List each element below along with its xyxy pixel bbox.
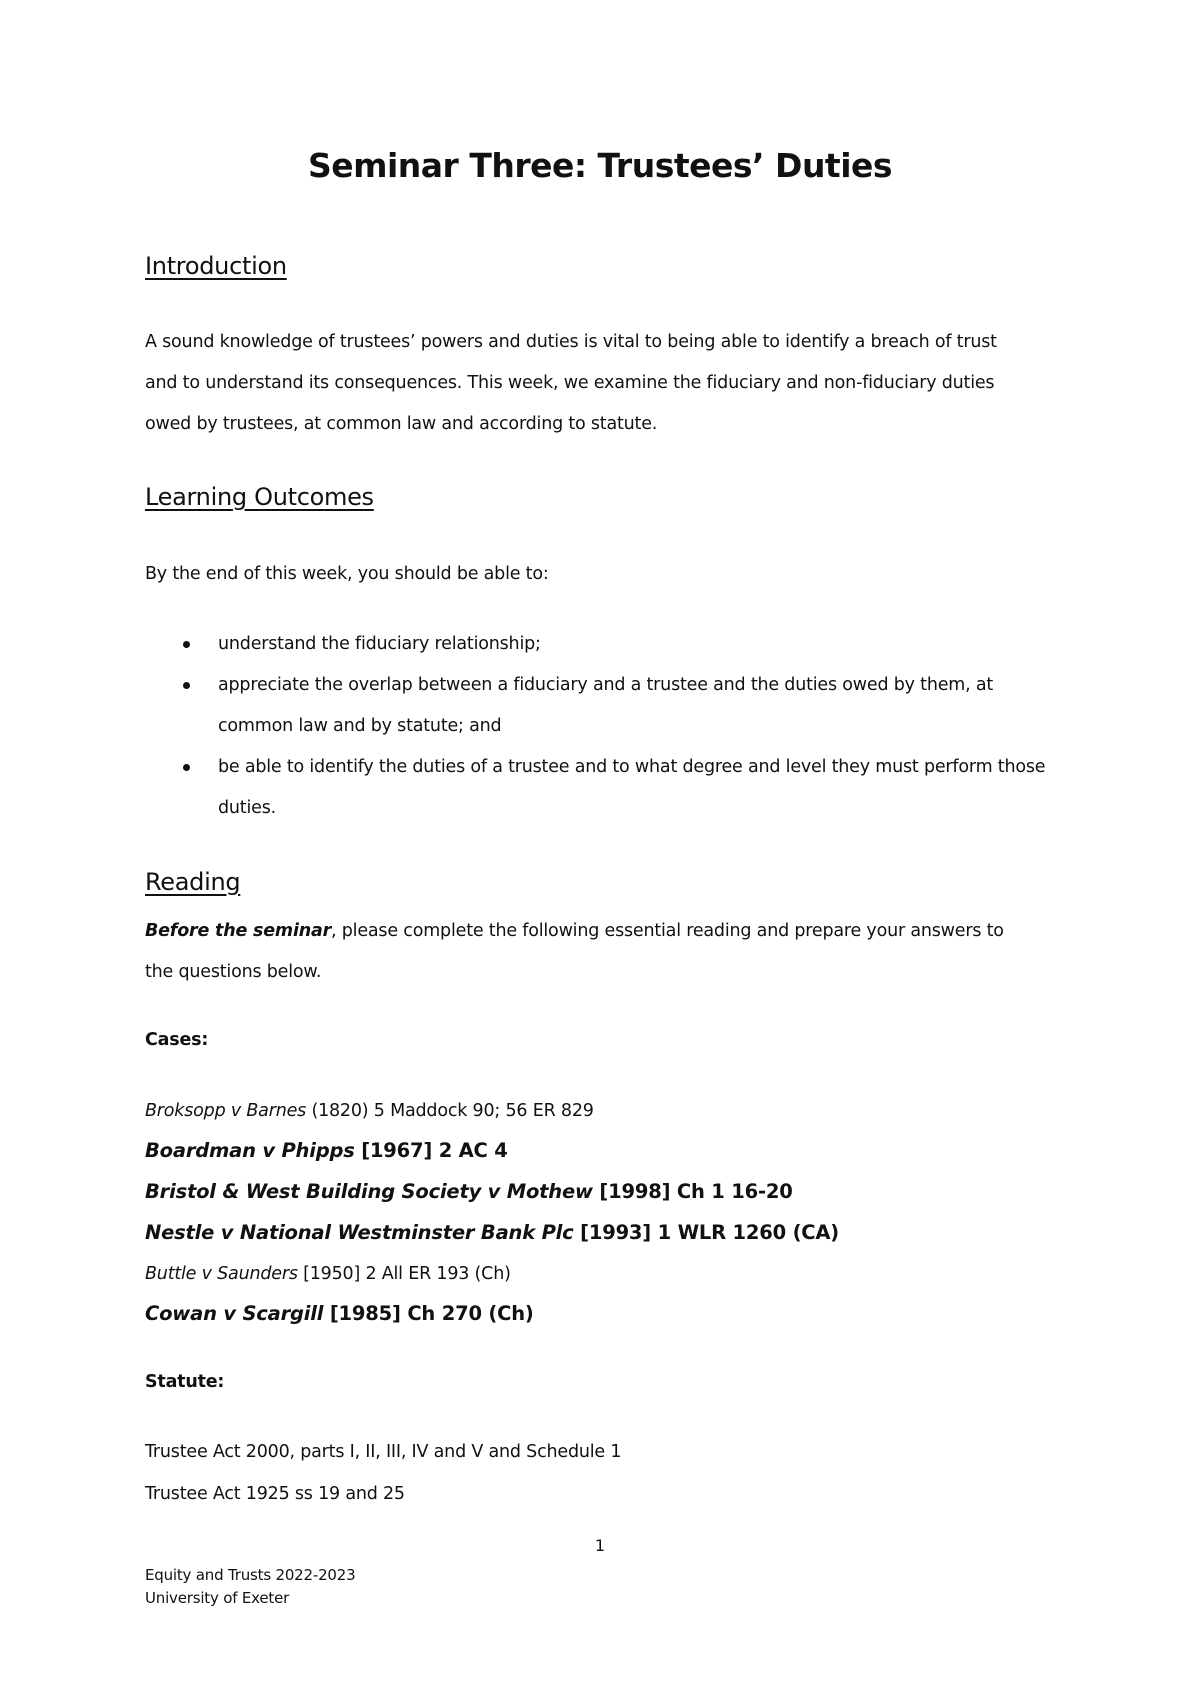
list-item: be able to identify the duties of a trustee and to what degree and level they must perform those duties. (145, 747, 1065, 829)
list-item: appreciate the overlap between a fiduciary and a trustee and the duties owed by them, at common law and by statute; and (145, 665, 1065, 747)
statute-label: Statute: (145, 1372, 225, 1392)
bullet-icon (183, 682, 190, 689)
reading-lead-line-1 (145, 921, 1004, 941)
case-item: Buttle v Saunders [1950] 2 All ER 193 (Ch) (145, 1264, 511, 1284)
introduction-line-3: owed by trustees, at common law and according to statute. (145, 414, 658, 434)
footer-institution: University of Exeter (145, 1589, 290, 1607)
reading-heading: Reading (145, 868, 241, 896)
case-item: Nestle v National Westminster Bank Plc [1993] 1 WLR 1260 (CA) (145, 1221, 839, 1244)
case-item: Bristol & West Building Society v Mothew [1998] Ch 1 16-20 (145, 1180, 793, 1203)
bullet-icon (183, 641, 190, 648)
bullet-icon (183, 764, 190, 771)
reading-lead-bold: Before the seminar (145, 921, 332, 941)
statute-item: Trustee Act 1925 ss 19 and 25 (145, 1484, 405, 1504)
reading-lead-rest: , please complete the following essential reading and prepare your answers to (331, 921, 1004, 941)
statute-item: Trustee Act 2000, parts I, II, III, IV and V and Schedule 1 (145, 1442, 622, 1462)
learning-outcomes-list (145, 624, 1065, 829)
page-title: Seminar Three: Trustees’ Duties (307, 146, 893, 185)
footer-course: Equity and Trusts 2022-2023 (145, 1566, 356, 1584)
introduction-heading: Introduction (145, 252, 287, 280)
case-item: Broksopp v Barnes (1820) 5 Maddock 90; 56 ER 829 (145, 1101, 594, 1121)
case-item: Cowan v Scargill [1985] Ch 270 (Ch) (145, 1302, 534, 1325)
introduction-line-2: and to understand its consequences. This week, we examine the fiduciary and non-fiduciary duties (145, 373, 995, 393)
learning-outcomes-intro: By the end of this week, you should be able to: (145, 564, 549, 584)
introduction-line-1: A sound knowledge of trustees’ powers and duties is vital to being able to identify a breach of trust (145, 332, 997, 352)
list-item: understand the fiduciary relationship; (145, 624, 1065, 665)
case-item: Boardman v Phipps [1967] 2 AC 4 (145, 1139, 508, 1162)
page-number: 1 (594, 1536, 606, 1555)
cases-label: Cases: (145, 1030, 209, 1050)
reading-lead-line-2: the questions below. (145, 962, 322, 982)
learning-outcomes-heading: Learning Outcomes (145, 483, 374, 511)
